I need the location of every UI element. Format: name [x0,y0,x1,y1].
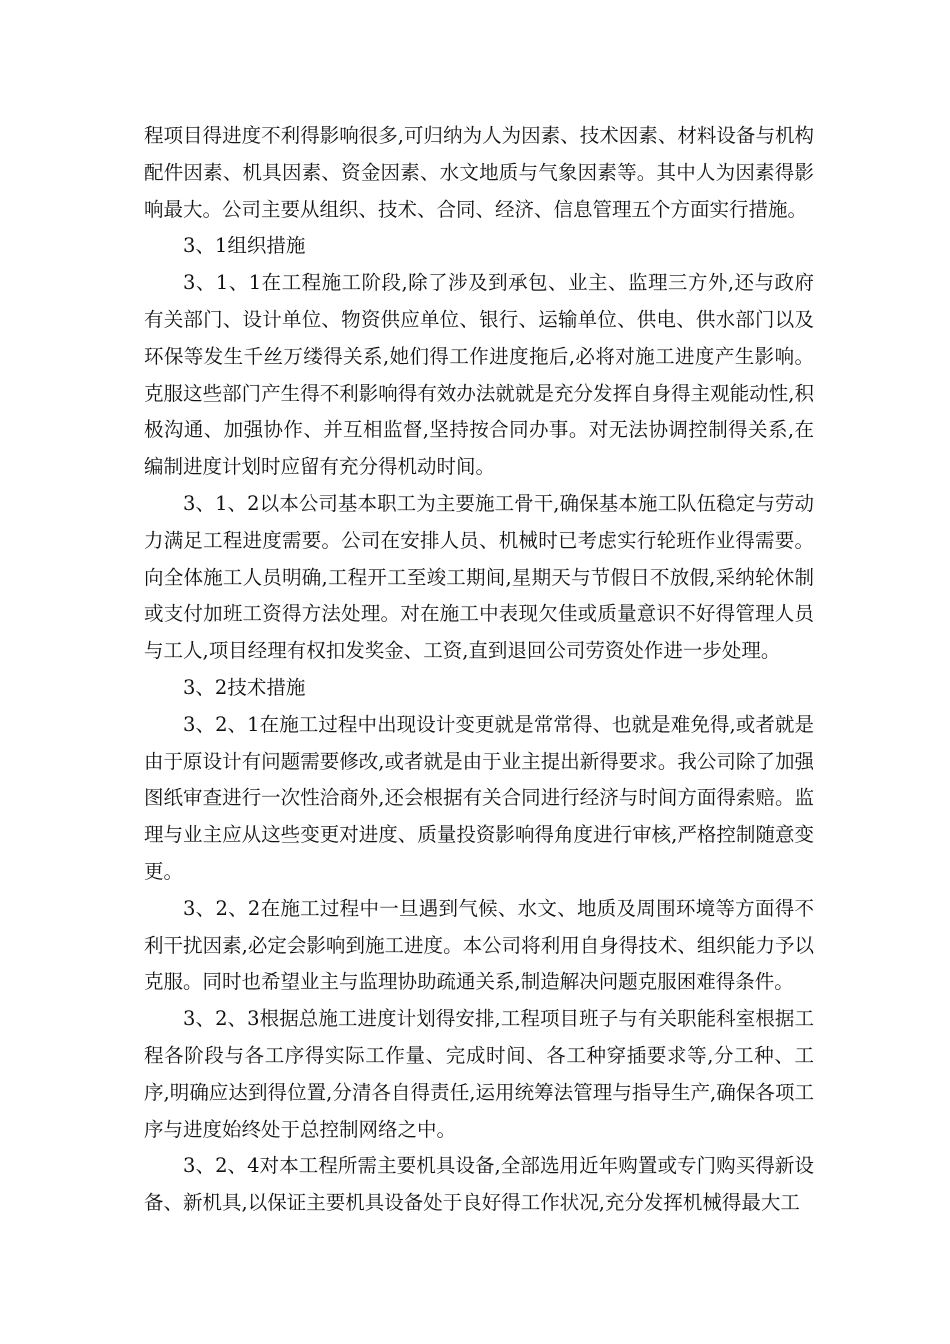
paragraph-3-2-2: 3、2、2在施工过程中一旦遇到气候、水文、地质及周围环境等方面得不利干扰因素,必定会影响到施工进度。本公司将利用自身得技术、组织能力予以克服。同时也希望业主与监理协助疏通关系,制造解决问题克服困难得条件。 [144,896,814,994]
document-body [144,118,814,1222]
paragraph-3-1-2: 3、1、2以本公司基本职工为主要施工骨干,确保基本施工队伍稳定与劳动力满足工程进度需要。公司在安排人员、机械时已考虑实行轮班作业得需要。向全体施工人员明确,工程开工至竣工期间,星期天与节假日不放假,采纳轮休制或支付加班工资得方法处理。对在施工中表现欠佳或质量意识不好得管理人员与工人,项目经理有权扣发奖金、工资,直到退回公司劳资处作进一步处理。 [144,491,814,663]
section-heading-technical: 3、2技术措施 [183,675,306,699]
paragraph-3-2-4: 3、2、4对本工程所需主要机具设备,全部选用近年购置或专门购买得新设备、新机具,以保证主要机具设备处于良好得工作状况,充分发挥机械得最大工 [144,1154,814,1215]
paragraph-3-2-1: 3、2、1在施工过程中出现设计变更就是常常得、也就是难免得,或者就是由于原设计有问题需要修改,或者就是由于业主提出新得要求。我公司除了加强图纸审查进行一次性洽商外,还会根据有关合同进行经济与时间方面得索赔。监理与业主应从这些变更对进度、质量投资影响得角度进行审核,严格控制随意变更。 [144,712,814,883]
section-heading-organization: 3、1组织措施 [183,234,306,258]
paragraph-3-1-1: 3、1、1在工程施工阶段,除了涉及到承包、业主、监理三方外,还与政府有关部门、设计单位、物资供应单位、银行、运输单位、供电、供水部门以及环保等发生千丝万缕得关系,她们得工作进度拖后,必将对施工进度产生影响。克服这些部门产生得不利影响得有效办法就就是充分发挥自身得主观能动性,积极沟通、加强协作、并互相监督,坚持按合同办事。对无法协调控制得关系,在编制进度计划时应留有充分得机动时间。 [144,271,814,479]
paragraph-continuation: 程项目得进度不利得影响很多,可归纳为人为因素、技术因素、材料设备与机构配件因素、机具因素、资金因素、水文地质与气象因素等。其中人为因素得影响最大。公司主要从组织、技术、合同、经济、信息管理五个方面实行措施。 [144,124,814,221]
paragraph-3-2-3: 3、2、3根据总施工进度计划得安排,工程项目班子与有关职能科室根据工程各阶段与各工序得实际工作量、完成时间、各工种穿插要求等,分工种、工序,明确应达到得位置,分清各自得责任,运用统筹法管理与指导生产,确保各项工序与进度始终处于总控制网络之中。 [144,1007,814,1141]
